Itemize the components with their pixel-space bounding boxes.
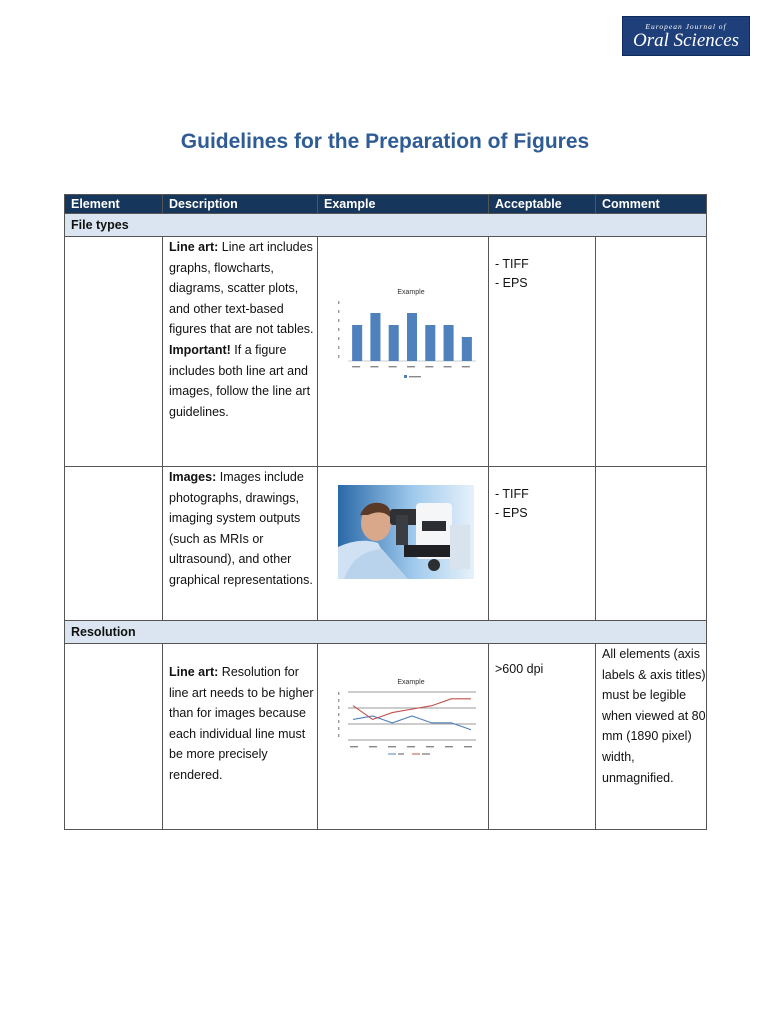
- legend-text-mark: [409, 376, 421, 377]
- description-cell: [163, 467, 318, 621]
- x-tick-label-mark: [350, 746, 358, 747]
- bar: [444, 325, 454, 361]
- acceptable-cell: [489, 237, 596, 467]
- comment-cell: [596, 467, 707, 621]
- x-tick-label-mark: [352, 366, 360, 367]
- legend-text-mark: [398, 753, 404, 754]
- element-cell: [65, 237, 163, 467]
- header-element: Element: [65, 195, 163, 214]
- acceptable-cell: [489, 467, 596, 621]
- acceptable-item: - EPS: [495, 506, 528, 520]
- y-tick-label-mark: [338, 720, 339, 723]
- acceptable-item: - TIFF: [495, 487, 529, 501]
- bar: [407, 313, 417, 361]
- element-cell: [65, 467, 163, 621]
- x-tick-label-mark: [407, 366, 415, 367]
- x-tick-label-mark: [426, 746, 434, 747]
- x-tick-label-mark: [370, 366, 378, 367]
- x-tick-label-mark: [462, 366, 470, 367]
- header-comment: Comment: [596, 195, 707, 214]
- comment-cell: [596, 237, 707, 467]
- table-row: [65, 237, 707, 467]
- y-tick-label-mark: [338, 355, 339, 358]
- chart-title: Example: [397, 679, 425, 686]
- y-tick-label-mark: [338, 301, 339, 304]
- acceptable-cell: [489, 644, 596, 830]
- x-tick-label-mark: [464, 746, 472, 747]
- description-text: Resolution for line art needs to be higher than for images because each individual line must be more precisely rendered.: [169, 665, 314, 782]
- header-example: Example: [318, 195, 489, 214]
- table-row: [65, 644, 707, 830]
- description-bold: Important!: [169, 342, 231, 357]
- y-tick-label-mark: [338, 713, 339, 716]
- y-tick-label-mark: [338, 346, 339, 349]
- description-cell: [163, 644, 318, 830]
- section-label: File types: [65, 214, 707, 237]
- element-cell: [65, 644, 163, 830]
- comment-cell: All elements (axis labels & axis titles) must be legible when viewed at 80 mm (1890 pixel) width, unmagnified.: [596, 644, 707, 830]
- journal-logo: [622, 16, 750, 56]
- example-microscope-photo: [338, 485, 474, 579]
- y-tick-label-mark: [338, 328, 339, 331]
- example-cell: [318, 467, 489, 621]
- figure-guidelines-table: [64, 194, 707, 830]
- y-tick-label-mark: [338, 727, 339, 730]
- y-tick-label-mark: [338, 310, 339, 313]
- description-text: Images include photographs, drawings, imaging system outputs (such as MRIs or ultrasound), and other graphical representations.: [169, 470, 313, 587]
- x-tick-label-mark: [445, 746, 453, 747]
- x-tick-label-mark: [444, 366, 452, 367]
- y-tick-label-mark: [338, 734, 339, 737]
- legend-text-mark: [422, 753, 430, 754]
- example-cell: [318, 644, 489, 830]
- legend-swatch: [404, 375, 407, 378]
- description-cell: [163, 237, 318, 467]
- bar: [425, 325, 435, 361]
- example-cell: [318, 237, 489, 467]
- x-tick-label-mark: [425, 366, 433, 367]
- chart-title: Example: [397, 289, 425, 296]
- acceptable-item: - TIFF: [495, 257, 529, 271]
- bar: [370, 313, 380, 361]
- x-tick-label-mark: [369, 746, 377, 747]
- y-tick-label-mark: [338, 706, 339, 709]
- logo-top-text: European Journal of: [645, 21, 727, 31]
- header-acceptable: Acceptable: [489, 195, 596, 214]
- section-row-resolution: [65, 621, 707, 644]
- section-label: Resolution: [65, 621, 707, 644]
- page-title: Guidelines for the Preparation of Figures: [180, 130, 590, 153]
- bar: [352, 325, 362, 361]
- description-bold: Images:: [169, 470, 217, 484]
- y-tick-label-mark: [338, 692, 339, 695]
- x-tick-label-mark: [388, 746, 396, 747]
- description-text: Line art includes graphs, flowcharts, diagrams, scatter plots, and other text-based figures that are not tables.: [169, 240, 314, 337]
- table-header-row: [65, 195, 707, 214]
- x-tick-label-mark: [407, 746, 415, 747]
- table-row: [65, 467, 707, 621]
- y-tick-label-mark: [338, 337, 339, 340]
- x-tick-label-mark: [389, 366, 397, 367]
- example-bar-chart: [326, 279, 486, 389]
- bar: [462, 337, 472, 361]
- bar: [389, 325, 399, 361]
- description-bold: Line art:: [169, 240, 219, 254]
- y-tick-label-mark: [338, 699, 339, 702]
- header-description: Description: [163, 195, 318, 214]
- acceptable-item: >600 dpi: [495, 662, 544, 676]
- y-tick-label-mark: [338, 319, 339, 322]
- description-text: If a figure includes both line art and images, follow the line art guidelines.: [169, 342, 311, 419]
- description-bold: Line art:: [169, 665, 219, 679]
- section-row-file-types: [65, 214, 707, 237]
- acceptable-item: - EPS: [495, 276, 528, 290]
- logo-main-text: Oral Sciences: [632, 29, 740, 51]
- example-line-chart: [326, 670, 486, 770]
